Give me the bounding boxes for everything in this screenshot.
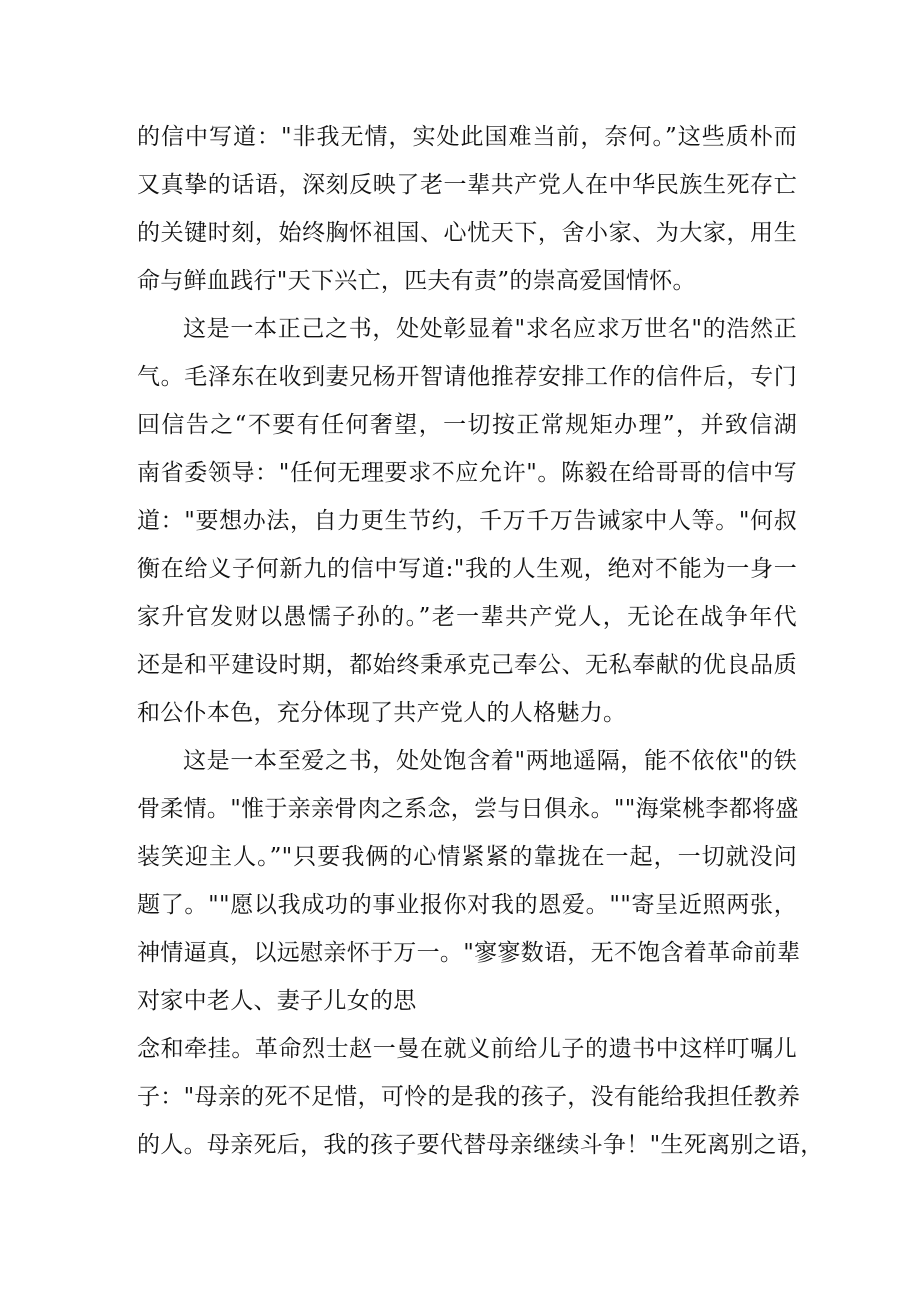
document-body — [137, 113, 824, 1169]
text-line: 装笑迎主人。”"只要我俩的心情紧紧的靠拢在一起，一切就没问 — [137, 844, 797, 870]
text-line: 衡在给义子何新九的信中写道:"我的人生观，绝对不能为一身一 — [137, 556, 797, 582]
text-line: 的关键时刻，始终胸怀祖国、心忧天下，舍小家、为大家，用生 — [137, 220, 797, 246]
paragraph-2 — [137, 305, 797, 737]
text-line: 的人。母亲死后，我的孩子要代替母亲继续斗争！"生死离别之语， — [137, 1132, 824, 1158]
text-line: 的信中写道："非我无情，实处此国难当前，奈何。”这些质朴而 — [137, 124, 797, 150]
text-line: 回信告之“不要有任何奢望，一切按正常规矩办理”，并致信湖 — [137, 412, 797, 438]
paragraph-4 — [137, 1025, 824, 1169]
text-line: 还是和平建设时期，都始终秉承克己奉公、无私奉献的优良品质 — [137, 652, 797, 678]
text-line: 子："母亲的死不足惜，可怜的是我的孩子，没有能给我担任教养 — [137, 1084, 801, 1110]
text-line: 南省委领导："任何无理要求不应允许"。陈毅在给哥哥的信中写 — [137, 460, 797, 486]
text-line: 和公仆本色，充分体现了共产党人的人格魅力。 — [137, 700, 627, 726]
text-line: 骨柔情。"惟于亲亲骨肉之系念，尝与日俱永。""海棠桃李都将盛 — [137, 796, 799, 822]
text-line: 念和牵挂。革命烈士赵一曼在就义前给儿子的遗书中这样叮嘱儿 — [137, 1036, 797, 1062]
text-line: 又真挚的话语，深刻反映了老一辈共产党人在中华民族生死存亡 — [137, 172, 797, 198]
text-line: 这是一本至爱之书，处处饱含着"两地遥隔，能不依依"的铁 — [183, 748, 797, 774]
paragraph-3 — [137, 737, 801, 1025]
paragraph-1 — [137, 113, 797, 305]
text-line: 道："要想办法，自力更生节约，千万千万告诫家中人等。"何叔 — [137, 508, 797, 534]
text-line: 家升官发财以愚懦子孙的。”老一辈共产党人，无论在战争年代 — [137, 604, 797, 630]
text-line: 命与鲜血践行"天下兴亡，匹夫有责”的崇高爱国情怀。 — [137, 268, 696, 294]
text-line: 气。毛泽东在收到妻兄杨开智请他推荐安排工作的信件后，专门 — [137, 364, 797, 390]
text-line: 神情逼真，以远慰亲怀于万一。"寥寥数语，无不饱含着革命前辈 — [137, 940, 801, 966]
text-line: 对家中老人、妻子儿女的思 — [137, 988, 417, 1014]
text-line: 这是一本正己之书，处处彰显着"求名应求万世名"的浩然正 — [183, 316, 797, 342]
text-line: 题了。""愿以我成功的事业报你对我的恩爱。""寄呈近照两张， — [137, 892, 797, 918]
